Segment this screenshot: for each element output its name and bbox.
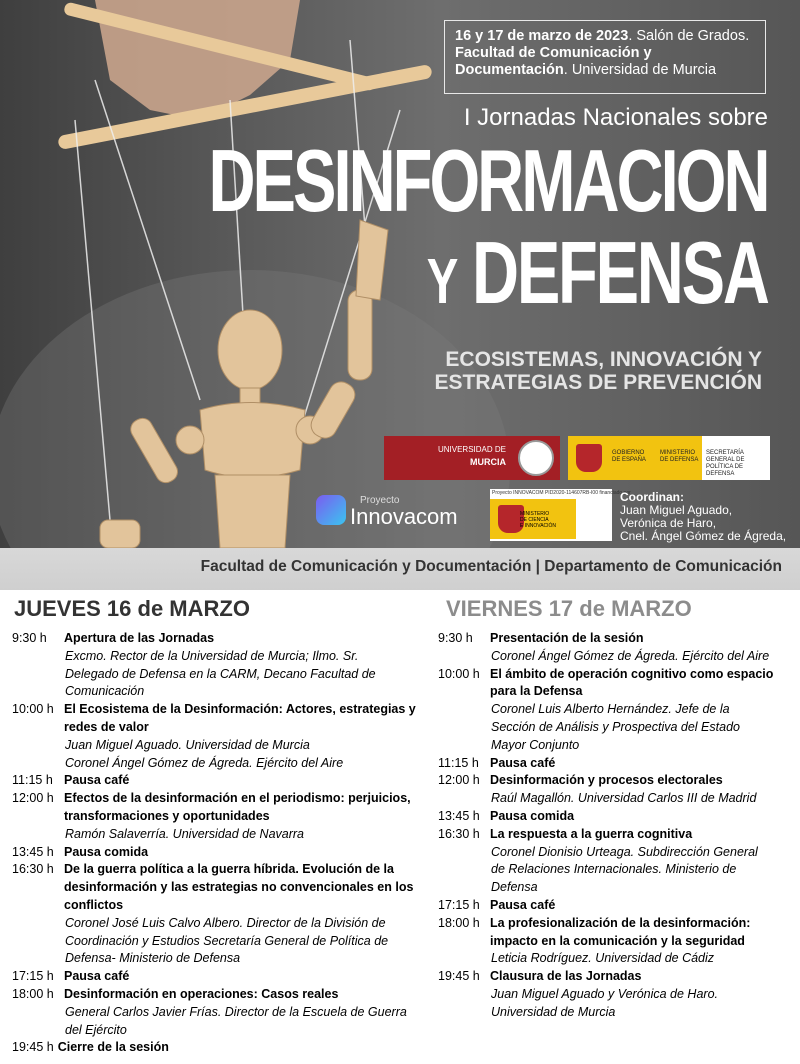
session-speaker: Excmo. Rector de la Universidad de Murcia; Ilmo. Sr. [65, 648, 359, 663]
day2-program [438, 630, 790, 1022]
session-speaker: Coordinación y Estudios Secretaría General de Política de [65, 933, 389, 948]
session-time: 13:45 h [12, 844, 54, 859]
event-faculty: Facultad de Comunicación y Documentación [455, 45, 652, 78]
program-item [438, 897, 790, 915]
session-speaker: Coronel Ángel Gómez de Ágreda. Ejército del Aire [65, 755, 344, 770]
session-title: Apertura de las Jornadas [64, 631, 215, 645]
session-speaker: de Relaciones Internacionales. Ministerio de [491, 862, 737, 877]
title-line1: DESINFORMACION [208, 131, 768, 230]
event-date: 16 y 17 de marzo de 2023 [455, 28, 629, 44]
session-speaker: Ramón Salaverría. Universidad de Navarra [65, 826, 304, 841]
session-time: 12:00 h [12, 791, 54, 806]
session-title: De la guerra política a la guerra híbrida. Evolución de la desinformación y las estrategias no convencionales en los conflictos [64, 862, 414, 912]
pre-title: I Jornadas Nacionales sobre [463, 104, 768, 131]
faculty-band [0, 548, 800, 590]
session-title: El Ecosistema de la Desinformación: Actores, estrategias y redes de valor [64, 702, 416, 734]
program-item [438, 826, 790, 897]
session-time: 16:30 h [12, 862, 54, 877]
session-speaker: General Carlos Javier Frías. Director de la Escuela de Guerra [65, 1004, 407, 1019]
min-lab2: DE CIENCIA [520, 517, 549, 523]
program-item [12, 844, 432, 862]
session-time: 17:15 h [12, 969, 54, 984]
session-title: Pausa café [490, 755, 556, 770]
def-sec-1: SECRETARÍA GENERAL DE [706, 450, 745, 463]
session-title: Desinformación y procesos electorales [490, 773, 723, 788]
session-time: 10:00 h [438, 666, 480, 681]
innovacom-proyecto: Proyecto [360, 495, 400, 506]
def-min-2: DE DEFENSA [660, 457, 699, 463]
session-speaker: Delegado de Defensa en la CARM, Decano Facultad de [65, 666, 376, 681]
session-speaker: Leticia Rodríguez. Universidad de Cádiz [491, 951, 715, 966]
session-time: 19:45 h [438, 969, 480, 984]
session-speaker: Comunicación [65, 684, 145, 699]
session-speaker: del Ejército [65, 1022, 127, 1037]
coordinator-3: Cnel. Ángel Gómez de Ágreda, [620, 529, 787, 543]
subtitle: ECOSISTEMAS, INNOVACIÓN Y ESTRATEGIAS DE PREVENCIÓN [434, 348, 762, 394]
session-title: Pausa café [64, 969, 130, 984]
event-date-box [444, 20, 766, 94]
session-speaker: Juan Miguel Aguado. Universidad de Murcia [65, 737, 310, 752]
session-time: 10:00 h [12, 702, 54, 717]
session-time: 18:00 h [438, 915, 480, 930]
session-time: 9:30 h [12, 631, 47, 645]
program-item [12, 790, 432, 843]
session-title: La respuesta a la guerra cognitiva [490, 826, 693, 841]
innovacom-check-icon [316, 495, 346, 525]
program-item [438, 968, 790, 1021]
universidad-murcia-logo [384, 436, 560, 480]
title-line2 [427, 225, 768, 329]
session-title: La profesionalización de la desinformación: impacto en la comunicación y la seguridad [490, 915, 751, 948]
coordinators [620, 491, 786, 543]
def-gob-2: DE ESPAÑA [612, 457, 646, 463]
session-time: 16:30 h [438, 826, 480, 841]
def-gob-1: GOBIERNO [612, 450, 645, 456]
title-y: Y [427, 245, 457, 317]
def-sec-2: POLÍTICA DE DEFENSA [706, 464, 744, 477]
session-title: Desinformación en operaciones: Casos reales [64, 986, 339, 1001]
session-time: 11:15 h [438, 755, 479, 770]
session-speaker: Raúl Magallón. Universidad Carlos III de Madrid [491, 791, 757, 806]
session-title: Pausa comida [64, 844, 149, 859]
program-item [438, 755, 790, 773]
title-defensa: DEFENSA [472, 223, 768, 322]
innovacom-name: Innovacom [350, 504, 458, 529]
session-title: Pausa café [490, 897, 556, 912]
coordinator-1: Juan Miguel Aguado, [620, 503, 733, 517]
session-speaker: Coronel Ángel Gómez de Ágreda. Ejército del Aire [491, 648, 770, 663]
um-line2: MURCIA [470, 457, 506, 467]
min-project-note: Proyecto INNOVACOM PID2020-114607RB-I00 financiado por [492, 490, 631, 496]
session-title: Pausa comida [490, 808, 575, 823]
university-seal-icon [518, 440, 554, 476]
session-speaker: Coronel José Luis Calvo Albero. Director de la División de [65, 915, 386, 930]
session-time: 13:45 h [438, 808, 480, 823]
session-title: El ámbito de operación cognitivo como espacio para la Defensa [490, 666, 774, 699]
coordinator-2: Verónica de Haro, [620, 516, 717, 530]
event-university: . Universidad de Murcia [563, 62, 717, 78]
session-speaker: Coronel Dionisio Urteaga. Subdirección General [491, 844, 758, 859]
min-lab3: E INNOVACIÓN [520, 523, 557, 529]
session-time: 19:45 h [12, 1040, 54, 1055]
day2-heading: VIERNES 17 de MARZO [446, 596, 692, 621]
session-title: Presentación de la sesión [490, 631, 644, 645]
session-speaker: Juan Miguel Aguado y Verónica de Haro. [491, 986, 718, 1001]
program-item [12, 986, 432, 1039]
session-speaker: Sección de Análisis y Prospectiva del Estado [491, 719, 740, 734]
session-time: 9:30 h [438, 631, 473, 645]
session-time: 12:00 h [438, 773, 480, 788]
min-lab1: MINISTERIO [520, 511, 550, 517]
program-item [438, 915, 790, 968]
program-item [438, 666, 790, 755]
ministerio-ciencia-logo [490, 489, 631, 541]
program-item [12, 861, 432, 968]
session-speaker: Defensa [491, 880, 538, 895]
ministerio-defensa-logo [568, 436, 770, 480]
day1-program [12, 630, 432, 1057]
session-speaker: Universidad de Murcia [491, 1004, 616, 1019]
spain-crest-icon [576, 444, 602, 472]
session-title: Clausura de las Jornadas [490, 969, 642, 984]
coordinators-label: Coordinan: [620, 490, 684, 504]
def-min-1: MINISTERIO [660, 450, 696, 456]
session-speaker: Defensa- Ministerio de Defensa [65, 951, 241, 966]
program-item [438, 630, 790, 666]
session-speaker: Mayor Conjunto [491, 737, 580, 752]
faculty-department: Facultad de Comunicación y Documentación | Departamento de Comunicación [200, 558, 782, 575]
program-item [12, 772, 432, 790]
session-title: Cierre de la sesión [57, 1040, 169, 1055]
session-time: 11:15 h [12, 773, 53, 788]
program-item [12, 701, 432, 772]
day1-heading: JUEVES 16 de MARZO [14, 596, 250, 621]
program-item [12, 968, 432, 986]
session-time: 17:15 h [438, 897, 480, 912]
program-item [12, 630, 432, 701]
um-line1: UNIVERSIDAD DE [437, 445, 506, 454]
program-item [12, 1039, 432, 1057]
event-venue: . Salón de Grados. [628, 28, 750, 44]
session-title: Efectos de la desinformación en el periodismo: perjuicios, transformaciones y oportunidades [64, 791, 411, 823]
session-title: Pausa café [64, 773, 130, 788]
program-item [438, 808, 790, 826]
session-speaker: Coronel Luis Alberto Hernández. Jefe de la [491, 702, 730, 717]
program-item [438, 772, 790, 808]
session-time: 18:00 h [12, 986, 54, 1001]
